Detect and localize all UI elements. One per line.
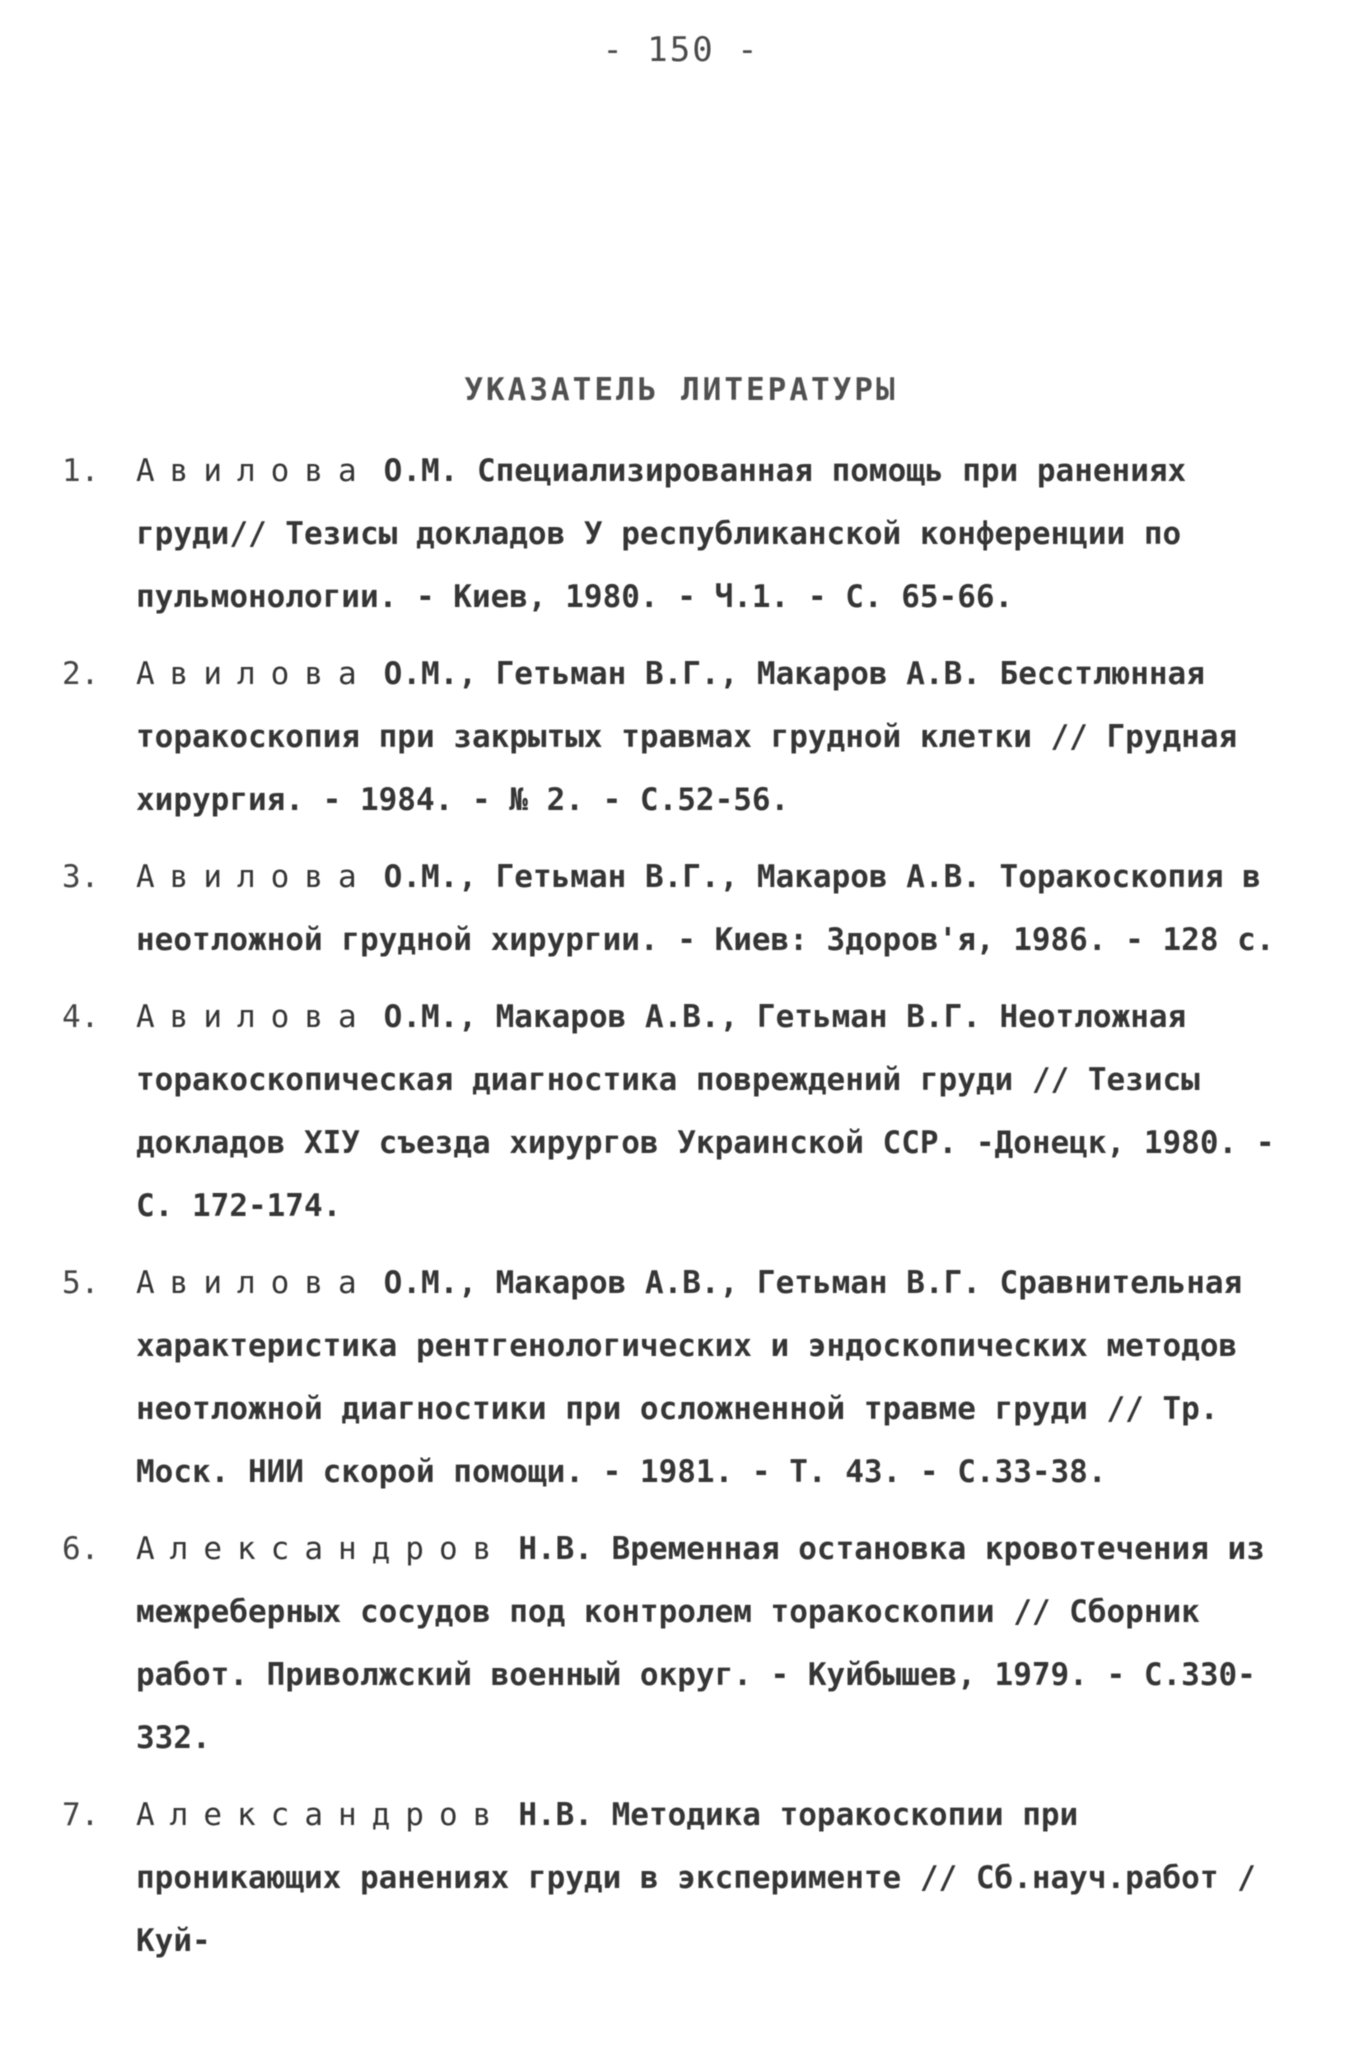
reference-author: Авилова bbox=[136, 1265, 372, 1301]
reference-author: Авилова bbox=[136, 999, 372, 1035]
reference-text: Н.В. Временная остановка кровотечения из межреберных сосудов под контролем торакоскопии // Сборник работ. Приволжский военный округ. - Куйбышев, 1979. - С.330-332. bbox=[136, 1531, 1265, 1756]
reference-list bbox=[62, 440, 1302, 1987]
reference-entry bbox=[62, 846, 1302, 972]
reference-author: Авилова bbox=[136, 656, 372, 692]
reference-entry bbox=[62, 440, 1302, 629]
reference-number: 1. bbox=[62, 453, 100, 489]
reference-entry bbox=[62, 986, 1302, 1238]
reference-text: Н.В. Методика торакоскопии при проникающих ранениях груди в эксперименте // Сб.науч.работ / Куй- bbox=[136, 1797, 1256, 1959]
reference-number: 4. bbox=[62, 999, 100, 1035]
reference-text: О.М., Макаров А.В., Гетьман В.Г. Сравнительная характеристика рентгенологических и эндоскопических методов неотложной диагностики при осложненной травме груди // Тр. Моск. НИИ скорой помощи. - 1981. - Т. 43. - С.33-38. bbox=[136, 1265, 1243, 1490]
reference-entry bbox=[62, 1252, 1302, 1504]
reference-number: 7. bbox=[62, 1797, 100, 1833]
section-title: УКАЗАТЕЛЬ ЛИТЕРАТУРЫ bbox=[464, 372, 898, 408]
reference-text: О.М. Специализированная помощь при ранениях груди// Тезисы докладов У республиканской конференции по пульмонологии. - Киев, 1980. - Ч.1. - С. 65-66. bbox=[136, 453, 1187, 615]
reference-number: 6. bbox=[62, 1531, 100, 1567]
reference-number: 3. bbox=[62, 859, 100, 895]
reference-number: 2. bbox=[62, 656, 100, 692]
reference-text: О.М., Макаров А.В., Гетьман В.Г. Неотложная торакоскопическая диагностика повреждений груди // Тезисы докладов XIУ съезда хирургов Украинской ССР. -Донецк, 1980. - С. 172-174. bbox=[136, 999, 1275, 1224]
reference-text: О.М., Гетьман В.Г., Макаров А.В. Бесстлюнная торакоскопия при закрытых травмах грудной клетки // Грудная хирургия. - 1984. - № 2. - С.52-56. bbox=[136, 656, 1238, 818]
reference-number: 5. bbox=[62, 1265, 100, 1301]
reference-text: О.М., Гетьман В.Г., Макаров А.В. Торакоскопия в неотложной грудной хирургии. - Киев: Здоров'я, 1986. - 128 с. bbox=[136, 859, 1275, 958]
reference-entry bbox=[62, 643, 1302, 832]
reference-author: Александров bbox=[136, 1797, 507, 1833]
reference-author: Авилова bbox=[136, 859, 372, 895]
reference-author: Авилова bbox=[136, 453, 372, 489]
page-number: - 150 - bbox=[602, 30, 760, 70]
reference-entry bbox=[62, 1518, 1302, 1770]
reference-entry bbox=[62, 1784, 1302, 1973]
reference-author: Александров bbox=[136, 1531, 507, 1567]
